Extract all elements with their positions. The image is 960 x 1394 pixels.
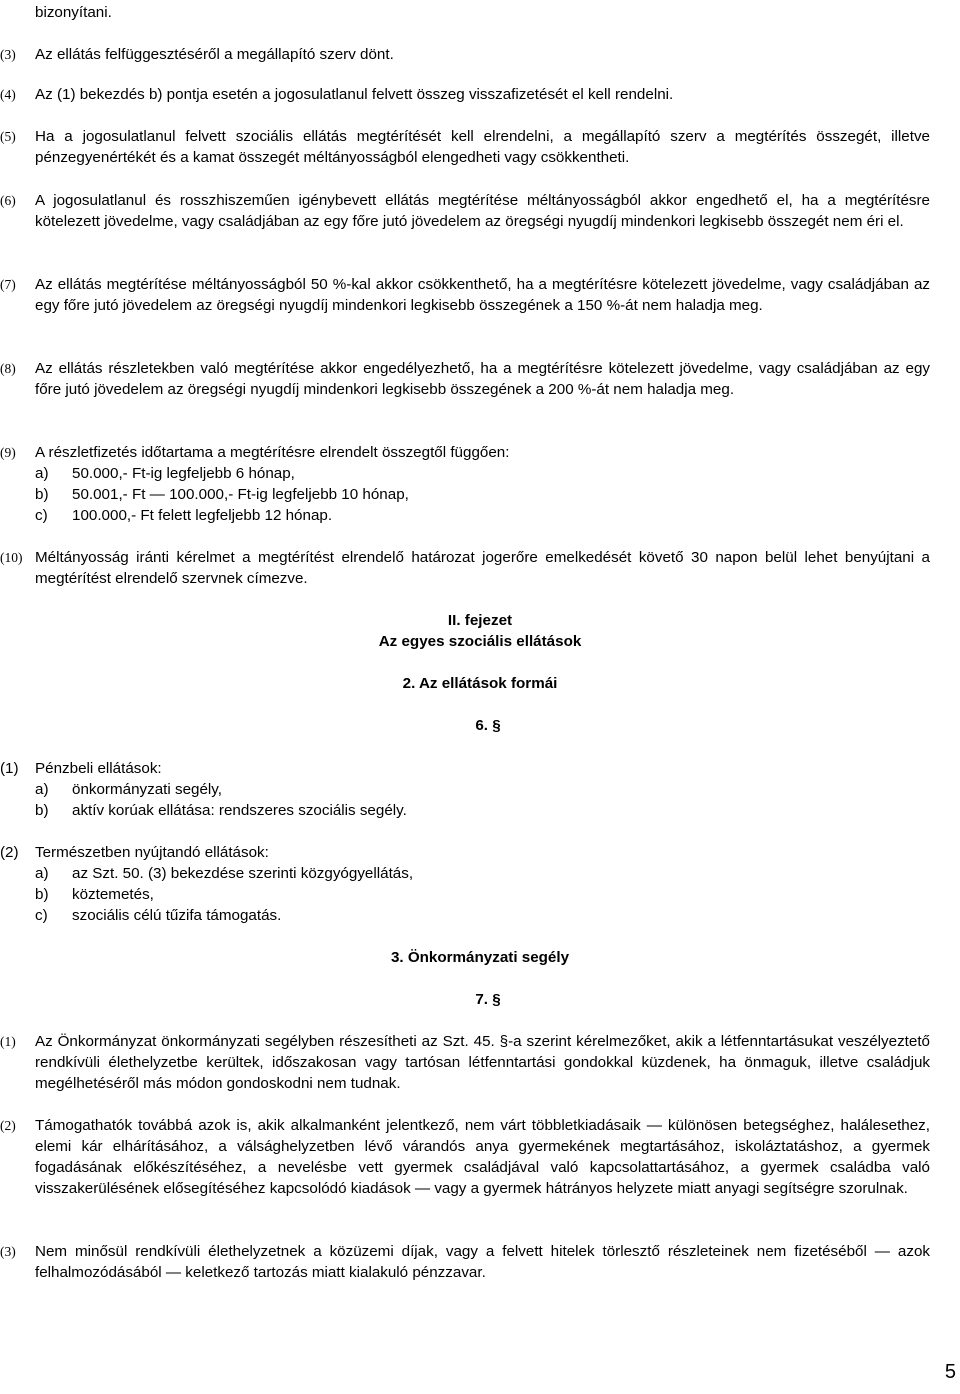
paragraph-8 xyxy=(0,358,930,400)
paragraph-5 xyxy=(0,126,930,168)
installment-list xyxy=(35,463,409,526)
list-item-label: b) xyxy=(35,886,49,903)
list-item xyxy=(0,884,413,905)
paragraph-heading: 7. § xyxy=(475,991,501,1008)
paragraph-7 xyxy=(0,274,930,316)
list-item-text: 50.001,- Ft — 100.000,- Ft-ig legfeljebb 10 hónap, xyxy=(72,486,409,503)
cash-benefits xyxy=(0,758,407,821)
paragraph-number: (2) xyxy=(0,1118,16,1133)
in-kind-benefits xyxy=(0,842,413,926)
paragraph-heading: 6. § xyxy=(475,717,501,734)
list-item-text: az Szt. 50. (3) bekezdése szerinti közgyógyellátás, xyxy=(72,865,414,882)
paragraph-text: Az ellátás megtérítése méltányosságból 50 %-kal akkor csökkenthető, ha a megtérítésre kötelezett jövedelme, vagy családjában az egy főre jutó jövedelem az öregségi nyugdíj mindenkori legkisebb összegének a 150 %-át nem haladja meg. xyxy=(35,276,930,314)
chapter-number: II. fejezet xyxy=(447,612,513,629)
subsection-number: (2) xyxy=(0,844,19,861)
paragraph-10 xyxy=(0,547,930,589)
paragraph-text: A részletfizetés időtartama a megtérítésre elrendelt összegtől függően: xyxy=(35,444,510,461)
paragraph-number: (6) xyxy=(0,193,16,208)
section-7-paragraph-1 xyxy=(0,1031,930,1094)
section-7-paragraph-2 xyxy=(0,1115,930,1199)
paragraph-number: (3) xyxy=(0,1244,16,1259)
page-number: 5 xyxy=(944,1361,956,1383)
paragraph-number: (1) xyxy=(0,1034,16,1049)
paragraph-4 xyxy=(0,84,930,105)
paragraph-number: (3) xyxy=(0,47,16,62)
list-item xyxy=(0,905,413,926)
paragraph-9 xyxy=(0,442,930,463)
list-item xyxy=(35,463,409,484)
list-item-text: 100.000,- Ft felett legfeljebb 12 hónap. xyxy=(72,507,333,524)
paragraph-number: (5) xyxy=(0,129,16,144)
paragraph-text: Nem minősül rendkívüli élethelyzetnek a közüzemi díjak, vagy a felvett hitelek törlesztő részleteinek nem fizetéséből — azok felhalmozódásából — keletkező tartozás miatt kialakuló pénzzavar. xyxy=(35,1243,930,1281)
subsection-text: Pénzbeli ellátások: xyxy=(35,760,162,777)
list-item-text: köztemetés, xyxy=(72,886,154,903)
section-7-paragraph-3 xyxy=(0,1241,930,1283)
subsection-heading xyxy=(0,758,407,779)
paragraph-text: A jogosulatlanul és rosszhiszeműen igénybevett ellátás megtérítése méltányosságból akkor engedhető el, ha a megtérítésre kötelezett jövedelme, vagy családjában az egy főre jutó jövedelem az öregségi nyugdíj mindenkori legkisebb összegét nem éri el. xyxy=(35,192,930,230)
paragraph-text: Az ellátás részletekben való megtérítése akkor engedélyezhető, ha a megtérítésre kötelezett jövedelme, vagy családjában az egy főre jutó jövedelem az öregségi nyugdíj mindenkori legkisebb összegének a 200 %-át nem haladja meg. xyxy=(35,360,930,398)
list-item xyxy=(35,505,409,526)
paragraph-number: (7) xyxy=(0,277,16,292)
subsection-number: (1) xyxy=(0,760,19,777)
list-item-label: a) xyxy=(35,865,49,882)
section-heading: 3. Önkormányzati segély xyxy=(390,949,570,966)
subsection-heading xyxy=(0,842,413,863)
list-item-text: szociális célú tűzifa támogatás. xyxy=(72,907,282,924)
paragraph-text: Az Önkormányzat önkormányzati segélyben részesítheti az Szt. 45. §-a szerint kérelmezőket, akik a létfenntartásukat veszélyeztető rendkívüli élethelyzetbe kerültek, időszakosan vagy tartósan létfenntartási gondokkal küzdenek, ha önmaguk, illetve családjuk megélhetéséről más módon gondoskodni nem tudnak. xyxy=(35,1033,930,1092)
paragraph-6 xyxy=(0,190,930,232)
subsection-text: Természetben nyújtandó ellátások: xyxy=(35,844,269,861)
paragraph-text: Az (1) bekezdés b) pontja esetén a jogosulatlanul felvett összeg visszafizetését el kell rendelni. xyxy=(35,86,674,103)
chapter-title: Az egyes szociális ellátások xyxy=(378,633,582,650)
list-item xyxy=(35,484,409,505)
list-item-label: a) xyxy=(35,781,49,798)
continuation-line: bizonyítani. xyxy=(35,4,112,21)
paragraph-text: Az ellátás felfüggesztéséről a megállapító szerv dönt. xyxy=(35,46,394,63)
list-item-label: c) xyxy=(35,507,48,524)
list-item-text: aktív korúak ellátása: rendszeres szociális segély. xyxy=(72,802,407,819)
list-item-label: b) xyxy=(35,802,49,819)
list-item-label: c) xyxy=(35,907,48,924)
paragraph-number: (4) xyxy=(0,87,16,102)
section-heading: 2. Az ellátások formái xyxy=(402,675,558,692)
paragraph-number: (9) xyxy=(0,445,16,460)
paragraph-3 xyxy=(0,44,930,65)
paragraph-number: (10) xyxy=(0,550,23,565)
list-item-label: a) xyxy=(35,465,49,482)
paragraph-number: (8) xyxy=(0,361,16,376)
list-item-label: b) xyxy=(35,486,49,503)
paragraph-text: Ha a jogosulatlanul felvett szociális ellátás megtérítését kell elrendelni, a megállapító szerv a megtérítés összegét, illetve pénzegyenértékét és a kamat összegét méltányosságból elengedheti vagy csökkentheti. xyxy=(35,128,930,166)
list-item xyxy=(0,800,407,821)
paragraph-text: Méltányosság iránti kérelmet a megtérítést elrendelő határozat jogerőre emelkedését követő 30 napon belül lehet benyújtani a megtérítést elrendelő szervnek címezve. xyxy=(35,549,930,587)
list-item-text: önkormányzati segély, xyxy=(72,781,222,798)
paragraph-text: Támogathatók továbbá azok is, akik alkalmanként jelentkező, nem várt többletkiadásaik — különösen betegséghez, halálesethez, elemi kár elhárításához, a válsághelyzetben lévő várandós anya gyermekének megtartásához, iskoláztatáshoz, a gyermek fogadásának előkészítéséhez, a nevelésbe vett gyermek családjával való kapcsolattartásához, a gyermek családba való visszakerülésének elősegítéséhez kapcsolódó kiadások — vagy a gyermek hátrányos helyzete miatt anyagi segítségre szorulnak. xyxy=(35,1117,930,1197)
list-item-text: 50.000,- Ft-ig legfeljebb 6 hónap, xyxy=(72,465,295,482)
list-item xyxy=(0,779,407,800)
list-item xyxy=(0,863,413,884)
